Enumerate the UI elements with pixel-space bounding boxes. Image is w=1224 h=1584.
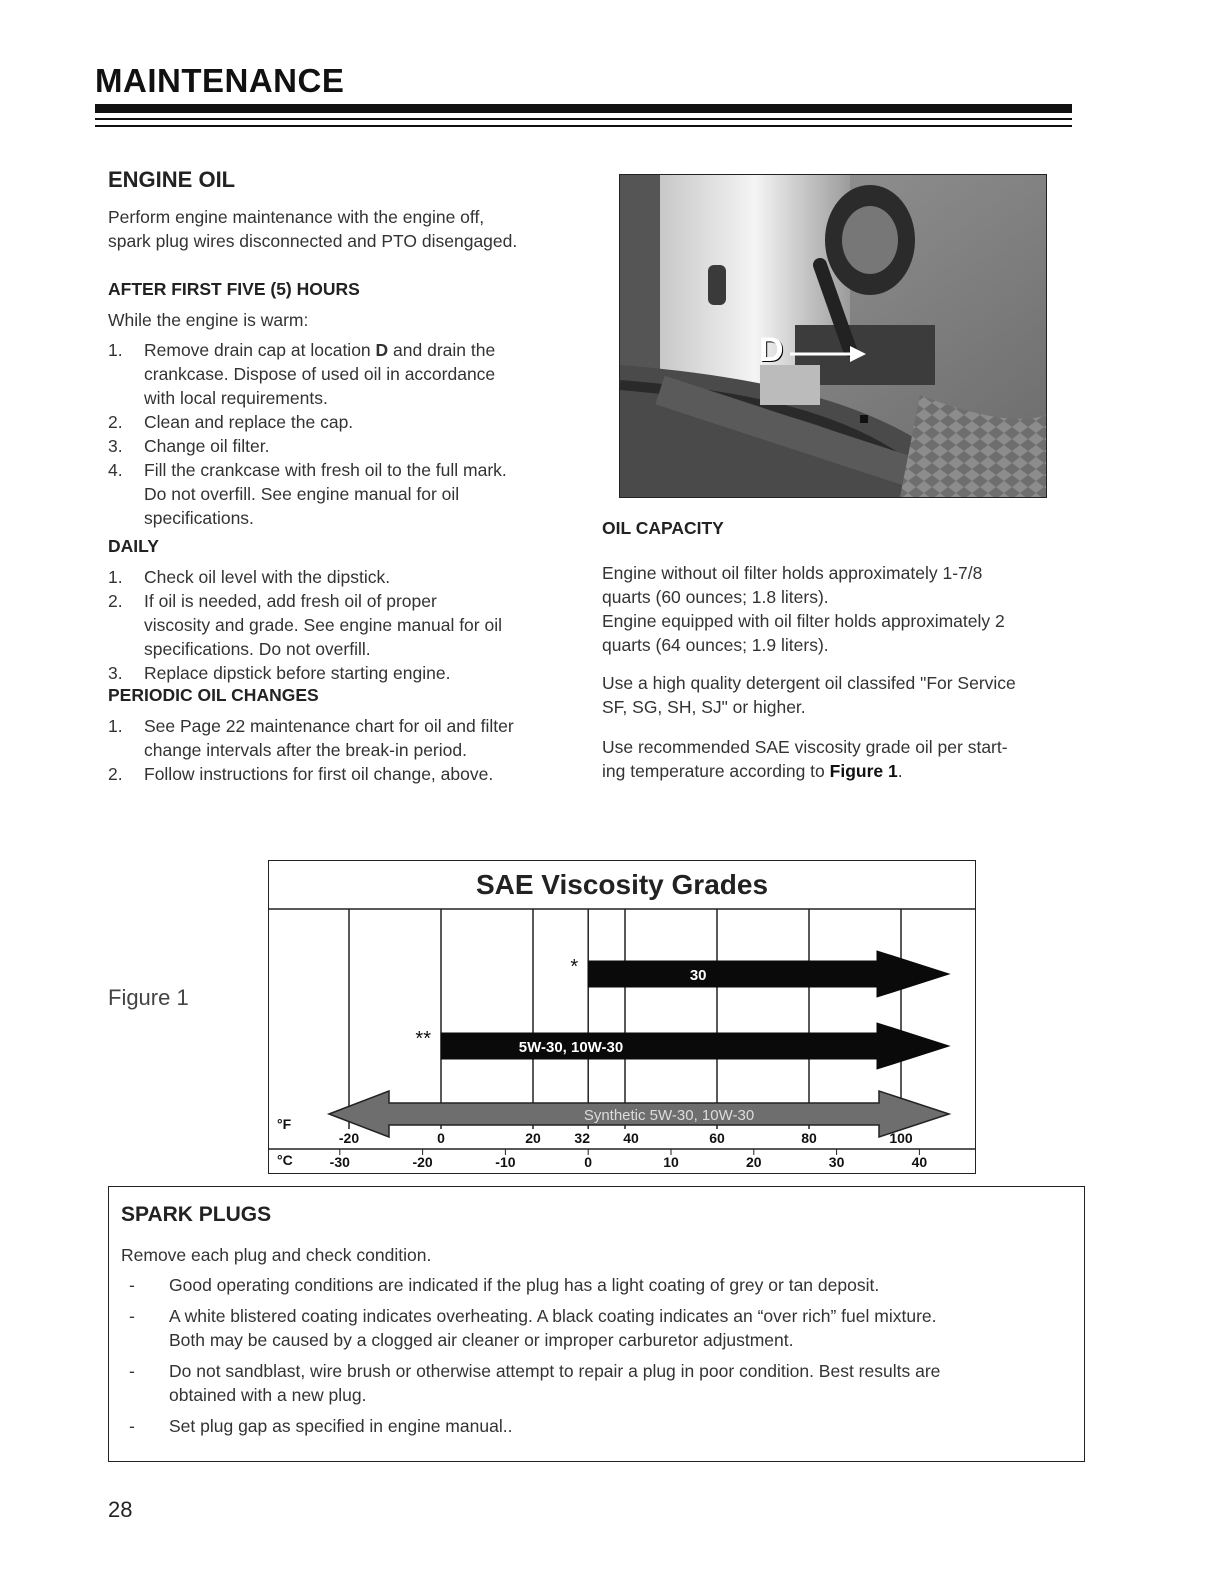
item-text: Good operating conditions are indicated if the plug has a light coating of grey or tan deposit. <box>169 1275 880 1295</box>
service-line: Use a high quality detergent oil classifed "For Service <box>602 673 1016 693</box>
sae-line <box>602 759 1082 783</box>
intro-line: spark plug wires disconnected and PTO disengaged. <box>108 231 518 251</box>
celsius-tick-label: 20 <box>746 1154 762 1170</box>
bar-1 <box>441 1023 949 1069</box>
header-rule-thick <box>95 104 1072 113</box>
location-ref: D <box>375 340 389 360</box>
callout-arrow-icon <box>788 341 868 365</box>
dash-bullet: - <box>129 1306 135 1326</box>
list-item <box>108 458 578 530</box>
capacity-line: quarts (64 ounces; 1.9 liters). <box>602 635 829 655</box>
capacity-line: quarts (60 ounces; 1.8 liters). <box>602 587 829 607</box>
bar-label: 30 <box>689 967 707 984</box>
step-number: 1. <box>108 567 123 587</box>
bar-marker: ** <box>415 1028 431 1050</box>
step-text: See Page 22 maintenance chart for oil and filter <box>144 716 514 736</box>
sae-line: Use recommended SAE viscosity grade oil per start- <box>602 737 1008 757</box>
page-title: MAINTENANCE <box>95 62 345 99</box>
service-line: SF, SG, SH, SJ" or higher. <box>602 697 806 717</box>
step-text: Replace dipstick before starting engine. <box>144 663 451 683</box>
service-class-text <box>602 671 1082 719</box>
step-number: 3. <box>108 436 123 456</box>
list-item <box>108 661 578 685</box>
step-number: 4. <box>108 460 123 480</box>
viscosity-chart <box>268 860 976 1174</box>
celsius-tick-label: 0 <box>584 1154 593 1170</box>
spark-plugs-box <box>108 1186 1085 1462</box>
step-text: viscosity and grade. See engine manual for oil <box>144 615 502 635</box>
item-text: obtained with a new plug. <box>169 1385 367 1405</box>
list-item <box>108 565 578 589</box>
celsius-tick-label: 30 <box>828 1154 845 1170</box>
intro-line: Perform engine maintenance with the engine off, <box>108 207 485 227</box>
header-rule-thin <box>95 125 1072 127</box>
figure-label: Figure 1 <box>108 985 189 1010</box>
engine-drain-photo <box>619 174 1047 498</box>
dash-bullet: - <box>129 1275 135 1295</box>
after-five-heading: AFTER FIRST FIVE (5) HOURS <box>108 279 360 299</box>
page-number: 28 <box>108 1497 133 1522</box>
step-text-part: and drain the <box>388 340 496 360</box>
item-text: Set plug gap as specified in engine manual.. <box>169 1416 513 1436</box>
item-text: Both may be caused by a clogged air cleaner or improper carburetor adjustment. <box>169 1330 794 1350</box>
celsius-unit: °C <box>277 1152 293 1168</box>
step-text: Do not overfill. See engine manual for oil <box>144 484 460 504</box>
step-text: specifications. <box>144 508 254 528</box>
celsius-tick-label: -20 <box>412 1154 433 1170</box>
dash-bullet: - <box>129 1416 135 1436</box>
capacity-line: Engine equipped with oil filter holds approximately 2 <box>602 611 1005 631</box>
item-text: Do not sandblast, wire brush or otherwise attempt to repair a plug in poor condition. Best results are <box>169 1361 941 1381</box>
fahrenheit-tick-label: 0 <box>437 1130 445 1146</box>
fahrenheit-tick-label: 20 <box>525 1130 541 1146</box>
step-text: with local requirements. <box>144 388 328 408</box>
bar-marker: * <box>570 956 579 978</box>
step-number: 1. <box>108 716 123 736</box>
step-text: Check oil level with the dipstick. <box>144 567 391 587</box>
item-text: A white blistered coating indicates overheating. A black coating indicates an “over rich” fuel mixture. <box>169 1306 937 1326</box>
callout-label-d: D <box>759 331 784 369</box>
chart-plot <box>269 861 975 1173</box>
chart-title: SAE Viscosity Grades <box>475 869 769 900</box>
step-text: specifications. Do not overfill. <box>144 639 371 659</box>
step-text: Clean and replace the cap. <box>144 412 354 432</box>
engine-oil-heading: ENGINE OIL <box>108 167 236 192</box>
engine-oil-intro <box>108 205 578 253</box>
after-five-steps <box>108 338 578 530</box>
capacity-line: Engine without oil filter holds approximately 1-7/8 <box>602 563 983 583</box>
oil-capacity-text <box>602 561 1082 657</box>
step-text: Follow instructions for first oil change, above. <box>144 764 494 784</box>
fahrenheit-tick-label: 40 <box>623 1130 639 1146</box>
step-text-part: Remove drain cap at location <box>144 340 376 360</box>
figure-reference[interactable]: Figure 1 <box>829 761 898 781</box>
step-number: 2. <box>108 591 123 611</box>
step-text: change intervals after the break-in period. <box>144 740 467 760</box>
dash-bullet: - <box>129 1361 135 1381</box>
bar-0 <box>588 951 949 997</box>
fahrenheit-tick-label: 60 <box>709 1130 725 1146</box>
spark-plugs-intro: Remove each plug and check condition. <box>121 1245 432 1265</box>
bar-label: 5W-30, 10W-30 <box>518 1039 624 1056</box>
sae-line-part: ing temperature according to <box>602 761 830 781</box>
sae-line-part: . <box>897 761 903 781</box>
periodic-steps <box>108 714 578 786</box>
list-item <box>121 1304 1071 1352</box>
list-item <box>108 714 578 762</box>
oil-capacity-section <box>602 518 1082 783</box>
step-number: 2. <box>108 764 123 784</box>
fahrenheit-tick-label: 32 <box>574 1130 590 1146</box>
periodic-heading: PERIODIC OIL CHANGES <box>108 685 319 705</box>
bar-label: Synthetic 5W-30, 10W-30 <box>583 1107 755 1124</box>
step-text: Fill the crankcase with fresh oil to the full mark. <box>144 460 507 480</box>
step-text: If oil is needed, add fresh oil of proper <box>144 591 437 611</box>
fahrenheit-tick-label: 80 <box>801 1130 817 1146</box>
oil-capacity-heading: OIL CAPACITY <box>602 518 724 538</box>
spark-plugs-list <box>121 1273 1071 1438</box>
list-item <box>108 338 578 410</box>
list-item <box>108 434 578 458</box>
celsius-tick-label: 40 <box>911 1154 928 1170</box>
daily-heading: DAILY <box>108 536 159 556</box>
fahrenheit-tick-label: -20 <box>338 1130 360 1146</box>
spark-plugs-heading: SPARK PLUGS <box>121 1203 272 1226</box>
header-rule-thin <box>95 118 1072 120</box>
list-item <box>121 1273 1071 1297</box>
sae-grade-text <box>602 735 1082 783</box>
step-number: 3. <box>108 663 123 683</box>
fahrenheit-tick-label: 100 <box>889 1130 913 1146</box>
celsius-tick-label: -30 <box>329 1154 350 1170</box>
list-item <box>108 589 578 661</box>
fahrenheit-unit: °F <box>277 1116 292 1132</box>
list-item <box>121 1359 1071 1407</box>
step-text <box>144 338 578 362</box>
step-text: Change oil filter. <box>144 436 270 456</box>
list-item <box>108 410 578 434</box>
celsius-tick-label: 10 <box>663 1154 679 1170</box>
after-five-lead: While the engine is warm: <box>108 310 309 330</box>
engine-oil-section <box>108 167 578 786</box>
step-number: 1. <box>108 340 123 360</box>
step-number: 2. <box>108 412 123 432</box>
list-item <box>108 762 578 786</box>
daily-steps <box>108 565 578 685</box>
list-item <box>121 1414 1071 1438</box>
celsius-tick-label: -10 <box>495 1154 516 1170</box>
engine-photo-illustration <box>620 175 1046 497</box>
step-text: crankcase. Dispose of used oil in accordance <box>144 364 496 384</box>
